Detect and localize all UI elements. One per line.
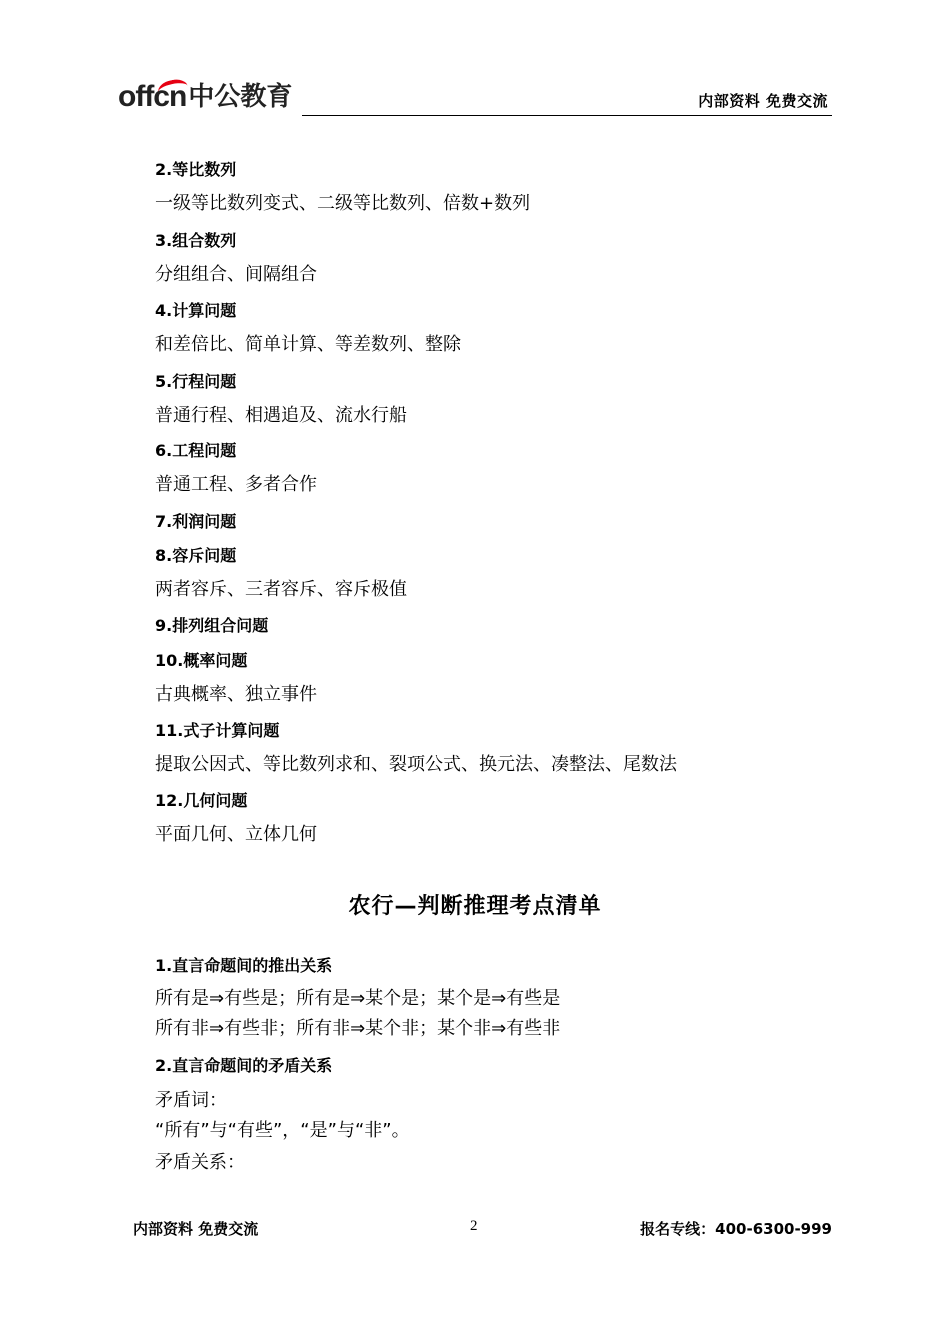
section-text: 所有是⇒有些是；所有是⇒某个是；某个是⇒有些是 — [155, 988, 561, 1009]
section-heading: 9.排列组合问题 — [155, 616, 269, 635]
section-heading: 1.直言命题间的推出关系 — [155, 956, 333, 975]
section-heading: 12.几何问题 — [155, 791, 248, 810]
page-number: 2 — [470, 1218, 478, 1234]
section-heading: 5.行程问题 — [155, 372, 237, 391]
header-divider — [302, 115, 832, 116]
footer-tagline: 内部资料 免费交流 — [133, 1220, 259, 1238]
section-text: 一级等比数列变式、二级等比数列、倍数+数列 — [155, 193, 531, 214]
section-text: 矛盾关系： — [155, 1152, 245, 1173]
footer-hotline: 报名专线：400-6300-999 — [640, 1220, 832, 1238]
section-text: 矛盾词： — [155, 1090, 227, 1111]
section-text: 和差倍比、简单计算、等差数列、整除 — [155, 334, 461, 355]
section-text: 分组组合、间隔组合 — [155, 264, 317, 285]
section-heading: 2.等比数列 — [155, 160, 237, 179]
section-heading: 11.式子计算问题 — [155, 721, 280, 740]
section-text: 所有非⇒有些非；所有非⇒某个非；某个非⇒有些非 — [155, 1018, 561, 1039]
logo-latin: offcn — [118, 80, 187, 113]
section-heading: 4.计算问题 — [155, 301, 237, 320]
page-header — [118, 78, 832, 118]
section-text: 提取公因式、等比数列求和、裂项公式、换元法、凑整法、尾数法 — [155, 754, 677, 775]
section-title: 农行—判断推理考点清单 — [348, 894, 602, 919]
logo-chinese: 中公教育 — [188, 82, 293, 112]
section-heading: 6.工程问题 — [155, 441, 237, 460]
section-text: 平面几何、立体几何 — [155, 824, 317, 845]
section-text: 古典概率、独立事件 — [155, 684, 317, 705]
section-text: “所有”与“有些”，“是”与“非”。 — [155, 1120, 410, 1141]
section-heading: 3.组合数列 — [155, 231, 237, 250]
header-tagline: 内部资料 免费交流 — [698, 92, 828, 110]
offcn-logo — [118, 78, 292, 116]
section-heading: 8.容斥问题 — [155, 546, 237, 565]
section-heading: 2.直言命题间的矛盾关系 — [155, 1056, 333, 1075]
section-heading: 10.概率问题 — [155, 651, 248, 670]
section-heading: 7.利润问题 — [155, 512, 237, 531]
section-text: 普通行程、相遇追及、流水行船 — [155, 405, 407, 426]
section-text: 普通工程、多者合作 — [155, 474, 317, 495]
section-text: 两者容斥、三者容斥、容斥极值 — [155, 579, 407, 600]
